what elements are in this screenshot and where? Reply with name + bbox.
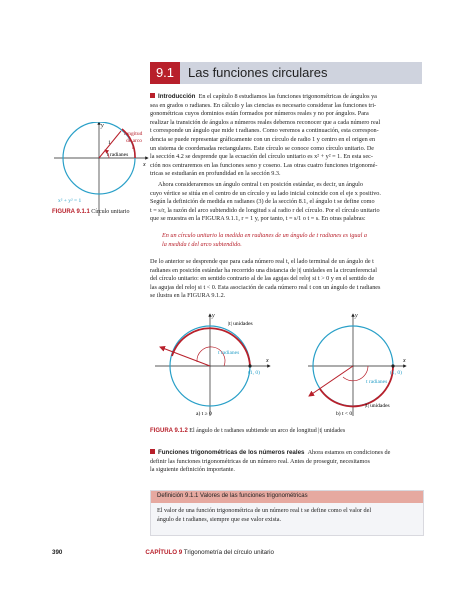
definition-box bbox=[150, 490, 424, 536]
x-label: x bbox=[143, 162, 146, 168]
figure-2-text: El ángulo de t radianes subtiende un arco de longitud |t| unidades bbox=[189, 428, 346, 434]
body-line: Según la definición de medida en radianes (3) de la sección 8.1, el ángulo t se define como bbox=[150, 198, 375, 206]
trig-lead: Funciones trigonométricas de los números reales bbox=[158, 449, 305, 456]
body-line: las agujas del reloj si t < 0. Esta asociación de cada número real t con un ángulo de t radianes bbox=[150, 283, 381, 291]
bullet-square-icon bbox=[150, 449, 155, 454]
definition-title-bar bbox=[151, 491, 423, 503]
panel-a-t-label: t radianes bbox=[218, 350, 240, 356]
body-line: t = s/r, la razón del arco subtendido de longitud s al radio r del círculo. Por el círculo unitario bbox=[150, 206, 380, 214]
body-line: se ilustra en la FIGURA 9.1.2. bbox=[150, 292, 226, 300]
intro-paragraph bbox=[150, 93, 422, 179]
panel-b-x-label: x bbox=[403, 358, 406, 364]
intro-line: un sistema de coordenadas rectangulares. Este círculo se conoce como círculo unitario. De bbox=[150, 144, 375, 152]
figure-1-caption bbox=[52, 209, 129, 215]
definition-body bbox=[157, 507, 417, 524]
section-number: 9.1 bbox=[150, 62, 180, 84]
circle-equation: x² + y² = 1 bbox=[58, 198, 82, 204]
intro-line: dencia se puede representar gráficamente con un círculo de radio 1 y centro en el origen en bbox=[150, 135, 376, 143]
panel-b-units: |t| unidades bbox=[365, 403, 390, 409]
central-angle-paragraph bbox=[150, 181, 422, 224]
panel-a-units: |t| unidades bbox=[228, 321, 253, 327]
radius-one-label: 1 bbox=[108, 140, 111, 146]
quote-line: En un círculo unitario la medida en radianes de un ángulo de t radianes es igual a bbox=[162, 232, 367, 239]
key-statement bbox=[162, 232, 412, 249]
body-line: definir las funciones trigonométricas de un número real. Antes de proseguir, necesitamos bbox=[150, 457, 370, 465]
panel-b-point: (1, 0) bbox=[390, 370, 402, 376]
panel-a-y-label: y bbox=[212, 313, 215, 319]
association-paragraph bbox=[150, 258, 422, 301]
arc-negative bbox=[320, 366, 393, 406]
y-label: y bbox=[101, 123, 104, 129]
definition-title: Definición 9.1.1 Valores de las funciones trigonométricas bbox=[157, 493, 308, 499]
panel-b-y-label: y bbox=[355, 313, 358, 319]
intro-line: sea en grados o radianes. En cálculo y las ciencias es necesario considerar las funciones tri- bbox=[150, 101, 377, 109]
figure-2-caption bbox=[150, 428, 345, 434]
body-line: la siguiente definición importante. bbox=[150, 466, 235, 474]
panel-b-t-label: t radianes bbox=[366, 379, 388, 385]
panel-a-point: (1, 0) bbox=[248, 370, 260, 376]
intro-line: tricas se estudiarán en profundidad en la sección 9.3. bbox=[150, 170, 281, 178]
chapter-title: Trigonometría del círculo unitario bbox=[183, 549, 274, 556]
intro-line: la sección 4.2 se desprende que la ecuación del círculo unitario es x² + y² = 1. En esta sec- bbox=[150, 153, 373, 161]
intro-line: ción nos centraremos en las funciones seno y coseno. Las otras cuatro funciones trigonomé- bbox=[150, 161, 378, 169]
body-line: que se muestra en la FIGURA 9.1.1, r = 1 y, por tanto, t = s/1 o t = s. En otras palabras: bbox=[150, 215, 366, 223]
trig-functions-paragraph bbox=[150, 449, 422, 475]
intro-line: En el capítulo 8 estudiamos las funciones trigonométricas de ángulos ya bbox=[198, 93, 377, 100]
panel-b bbox=[308, 313, 406, 417]
panel-b-subcaption: b) t < 0 bbox=[336, 411, 353, 417]
intro-line: gonométricas cuyos dominios están formados por números reales y no por ángulos. Para bbox=[150, 110, 369, 118]
body-line: cuyo vértice se sitúa en el centro de un círculo y su lado inicial coincide con el eje x positivo. bbox=[150, 189, 381, 197]
intro-line: realizar la transición de ángulos a números reales debemos reconocer que a cada número real bbox=[150, 118, 381, 126]
panel-a-subcaption: a) t ≥ 0 bbox=[196, 411, 212, 417]
page-number: 390 bbox=[52, 549, 63, 556]
chapter-label: CAPÍTULO 9 bbox=[145, 549, 183, 556]
panel-a-x-label: x bbox=[266, 358, 269, 364]
intro-lead: Introducción bbox=[158, 93, 196, 100]
panel-a bbox=[155, 313, 270, 417]
body-line: del círculo unitario: en sentido contrario al de las agujas del reloj si t > 0 y en el sentido de bbox=[150, 275, 375, 283]
figure-2-label: FIGURA 9.1.2 bbox=[150, 428, 188, 434]
quote-line: la medida t del arco subtendido. bbox=[162, 240, 242, 248]
angle-arc-figure bbox=[140, 308, 430, 426]
arc-length-label: longitud bbox=[124, 131, 143, 137]
figure-1-label: FIGURA 9.1.1 bbox=[52, 209, 90, 215]
unit-circle-figure bbox=[52, 122, 152, 242]
definition-line: El valor de una función trigonométrica de un número real t se define como el valor del bbox=[157, 507, 372, 514]
section-header bbox=[150, 62, 422, 84]
section-title: Las funciones circulares bbox=[188, 65, 328, 80]
bullet-square-icon bbox=[150, 93, 155, 98]
t-radians-label: t radianes bbox=[107, 152, 129, 158]
arc-length-label: t bbox=[132, 145, 134, 151]
definition-line: ángulo de t radianes, siempre que ese valor exista. bbox=[157, 515, 282, 523]
body-line: radianes en posición estándar ha recorrido una distancia de |t| unidades en la circunferencial bbox=[150, 266, 378, 274]
intro-line: t corresponde un ángulo que mide t radianes. Como veremos a continuación, esta correspon- bbox=[150, 127, 379, 135]
body-line: De lo anterior se desprende que para cada número real t, el lado terminal de un ángulo de t bbox=[150, 258, 374, 265]
arc-length-label: de arco bbox=[126, 138, 143, 144]
body-line: Ahora consideraremos un ángulo central t en posición estándar, es decir, un ángulo bbox=[158, 181, 363, 188]
page-footer bbox=[52, 549, 432, 556]
body-line: Ahora estamos en condiciones de bbox=[307, 449, 391, 456]
figure-1-text: Círculo unitario bbox=[91, 209, 130, 215]
